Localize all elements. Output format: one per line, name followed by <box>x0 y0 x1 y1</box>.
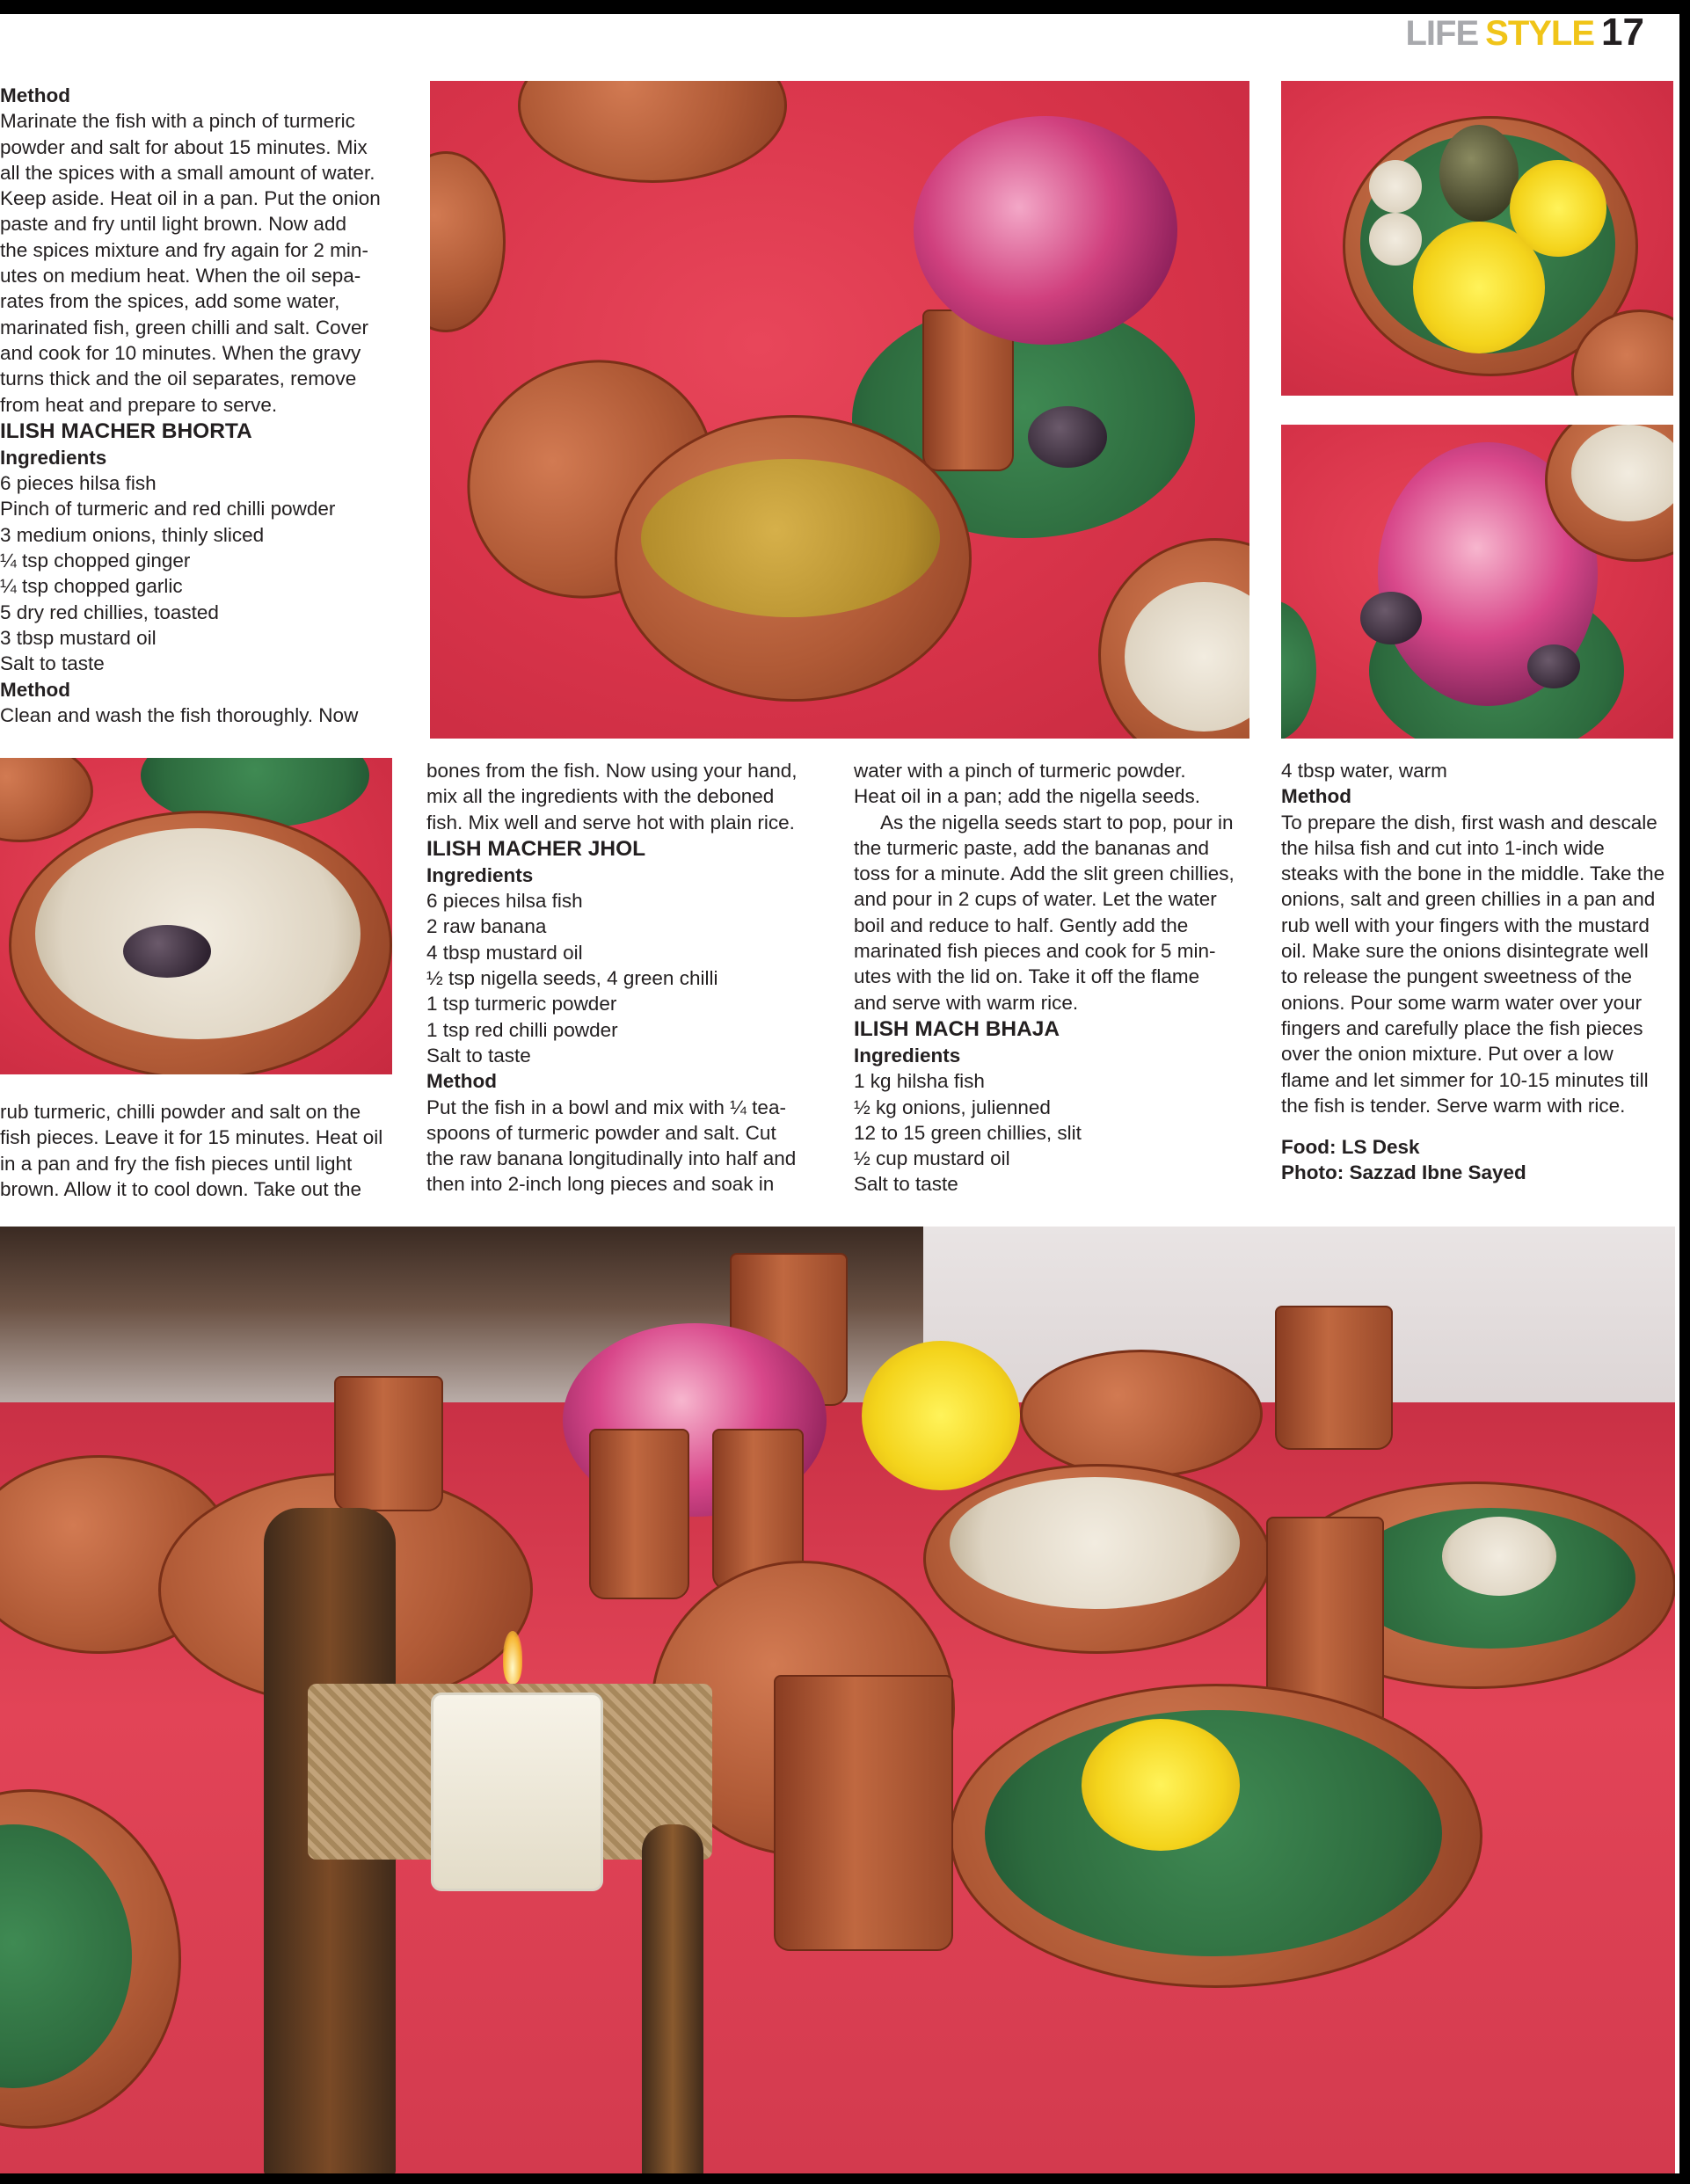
masthead-style: STYLE <box>1485 14 1595 53</box>
text-line: brown. Allow it to cool down. Take out the <box>0 1177 362 1200</box>
text-line: rub turmeric, chilli powder and salt on the <box>0 1101 361 1123</box>
method-heading: Method <box>426 1070 497 1093</box>
method-text <box>426 758 831 835</box>
curry-dish <box>641 459 940 617</box>
text-line: and cook for 10 minutes. When the gravy <box>0 341 361 364</box>
method-text <box>0 1099 391 1202</box>
text-line: Clean and wash the fish thoroughly. Now <box>0 703 359 726</box>
masthead <box>1405 11 1644 55</box>
black-stone <box>1527 644 1580 688</box>
text-line: and serve with warm rice. <box>854 991 1079 1014</box>
ingredient-item: 4 tbsp mustard oil <box>426 941 583 964</box>
text-line: utes with the lid on. Take it off the flame <box>854 965 1200 988</box>
photo-flower-vase <box>1281 425 1673 739</box>
photo-rice-bowl <box>0 758 392 1074</box>
text-line: onions, salt and green chillies in a pan and <box>1281 888 1656 911</box>
ingredient-item: Salt to taste <box>0 652 105 675</box>
ingredient-item: 4 tbsp water, warm <box>1281 760 1447 782</box>
text-line: from heat and prepare to serve. <box>0 393 278 416</box>
clay-pot <box>0 758 93 842</box>
yellow-flower <box>862 1341 1020 1490</box>
text-line: all the spices with a small amount of water. <box>0 161 375 184</box>
clay-cup <box>334 1376 443 1511</box>
dish-title: ILISH MACH BHAJA <box>854 1016 1060 1041</box>
candle-flame <box>503 1631 522 1684</box>
text-line: oil. Make sure the onions disintegrate well <box>1281 940 1649 963</box>
ingredient-item: Salt to taste <box>854 1173 958 1196</box>
text-line: the turmeric paste, add the bananas and <box>854 836 1210 859</box>
ingredients-list <box>854 1068 1258 1197</box>
clay-pot <box>518 81 787 183</box>
column-2 <box>426 758 831 1198</box>
yellow-flower <box>1510 160 1606 257</box>
ingredients-list <box>426 888 831 1068</box>
yellow-flower <box>1082 1719 1240 1851</box>
ingredient-item: 5 dry red chillies, toasted <box>0 601 219 623</box>
method-text <box>1281 810 1686 1119</box>
glass-jar <box>1439 125 1519 222</box>
text-line: marinated fish, green chilli and salt. Cover <box>0 316 368 339</box>
text-line: Put the fish in a bowl and mix with ¼ tea- <box>426 1096 786 1118</box>
method-text <box>854 835 1258 1016</box>
text-line: the spices mixture and fry again for 2 min- <box>0 238 368 261</box>
dish-title: ILISH MACHER JHOL <box>426 836 646 861</box>
ingredient-item: ¼ tsp chopped ginger <box>0 550 191 572</box>
carnation-bouquet <box>914 116 1177 345</box>
text-line: utes on medium heat. When the oil sepa- <box>0 265 361 288</box>
ingredient-item: ½ kg onions, julienned <box>854 1096 1051 1118</box>
ingredients-list <box>0 470 391 676</box>
ingredient-item: ½ cup mustard oil <box>854 1147 1010 1170</box>
text-line: to release the pungent sweetness of the <box>1281 965 1633 988</box>
text-line: the fish is tender. Serve warm with rice. <box>1281 1094 1626 1117</box>
method-text <box>426 1095 831 1198</box>
text-line: fish. Mix well and serve hot with plain rice. <box>426 811 795 834</box>
text-line: powder and salt for about 15 minutes. Mix <box>0 135 368 158</box>
bottom-border <box>0 2173 1690 2184</box>
white-flower <box>1442 1517 1556 1596</box>
text-line: marinated fish pieces and cook for 5 min- <box>854 940 1216 963</box>
text-line: spoons of turmeric powder and salt. Cut <box>426 1121 776 1144</box>
text-line: paste and fry until light brown. Now add <box>0 213 346 236</box>
photo-flowers-plate <box>1281 81 1673 396</box>
ingredients-heading: Ingredients <box>854 1044 961 1067</box>
column-3 <box>854 758 1258 1198</box>
banana-leaf <box>1281 601 1316 739</box>
column-1-bottom <box>0 1099 391 1202</box>
text-line: the raw banana longitudinally into half and <box>426 1147 797 1170</box>
candle-jar <box>431 1693 603 1891</box>
ingredient-item: Pinch of turmeric and red chilli powder <box>0 498 336 521</box>
masthead-life: LIFE <box>1405 14 1479 53</box>
method-heading: Method <box>0 84 70 106</box>
text-line: Keep aside. Heat oil in a pan. Put the onion <box>0 187 381 210</box>
ingredients-heading: Ingredients <box>426 863 534 886</box>
method-text <box>0 108 391 418</box>
ingredient-item: 1 tsp red chilli powder <box>426 1018 618 1041</box>
chair-post <box>642 1824 703 2173</box>
text-line: and pour in 2 cups of water. Let the water <box>854 888 1217 911</box>
photo-table-setting <box>0 1227 1675 2173</box>
credit-photo: Photo: Sazzad Ibne Sayed <box>1281 1161 1526 1184</box>
photo-clay-pot-curry <box>430 81 1249 739</box>
text-line: boil and reduce to half. Gently add the <box>854 914 1189 936</box>
page-number: 17 <box>1601 11 1644 54</box>
method-text <box>854 758 1258 810</box>
ingredient-item: 6 pieces hilsa fish <box>0 472 157 495</box>
ingredient-item: ¼ tsp chopped garlic <box>0 575 183 598</box>
text-line: fish pieces. Leave it for 15 minutes. Heat oil <box>0 1126 383 1149</box>
column-1-top <box>0 83 391 728</box>
egg <box>1369 213 1422 266</box>
clay-pot <box>430 151 506 332</box>
ingredient-item: 1 kg hilsha fish <box>854 1070 985 1093</box>
text-line: turns thick and the oil separates, remove <box>0 368 357 390</box>
clay-cup <box>1275 1306 1393 1450</box>
text-line: over the onion mixture. Put over a low <box>1281 1043 1614 1066</box>
text-line: rub well with your fingers with the mustard <box>1281 914 1650 936</box>
ingredient-item: 12 to 15 green chillies, slit <box>854 1121 1082 1144</box>
clay-cup <box>589 1429 689 1599</box>
credit-food: Food: LS Desk <box>1281 1136 1420 1159</box>
method-heading: Method <box>1281 785 1351 808</box>
text-line: Marinate the fish with a pinch of turmeric <box>0 110 355 133</box>
egg <box>1369 160 1422 213</box>
text-line: steaks with the bone in the middle. Take the <box>1281 863 1665 885</box>
method-text: As the nigella seeds start to pop, pour in <box>880 811 1234 834</box>
ingredients-heading: Ingredients <box>0 446 107 469</box>
method-text <box>0 703 391 728</box>
text-line: toss for a minute. Add the slit green chillies, <box>854 863 1235 885</box>
ingredient-item: 6 pieces hilsa fish <box>426 890 583 913</box>
clay-cup <box>774 1675 953 1951</box>
text-line: To prepare the dish, first wash and descale <box>1281 811 1657 834</box>
black-stone <box>1028 406 1107 468</box>
fish-piece <box>123 925 211 978</box>
dish-title: ILISH MACHER BHORTA <box>0 419 252 443</box>
text-line: in a pan and fry the fish pieces until light <box>0 1152 353 1175</box>
ingredient-item: 1 tsp turmeric powder <box>426 993 617 1016</box>
clay-bowl <box>1020 1350 1263 1478</box>
text-line: Heat oil in a pan; add the nigella seeds. <box>854 785 1201 808</box>
rice-dish <box>950 1477 1240 1609</box>
column-4 <box>1281 758 1686 1186</box>
text-line: onions. Pour some warm water over your <box>1281 991 1643 1014</box>
text-line: mix all the ingredients with the deboned <box>426 785 775 808</box>
text-line: bones from the fish. Now using your hand, <box>426 760 798 782</box>
text-line: the hilsa fish and cut into 1-inch wide <box>1281 836 1605 859</box>
black-stone <box>1360 592 1422 644</box>
text-line: flame and let simmer for 10-15 minutes till <box>1281 1068 1649 1091</box>
ingredient-item: Salt to taste <box>426 1044 531 1067</box>
ingredient-item: 3 tbsp mustard oil <box>0 626 157 649</box>
text-line: fingers and carefully place the fish pieces <box>1281 1016 1643 1039</box>
text-line: water with a pinch of turmeric powder. <box>854 760 1186 782</box>
text-line: then into 2-inch long pieces and soak in <box>426 1173 775 1196</box>
method-heading: Method <box>0 678 70 701</box>
ingredient-item: ½ tsp nigella seeds, 4 green chilli <box>426 967 718 990</box>
ingredient-item: 3 medium onions, thinly sliced <box>0 523 265 546</box>
ingredient-item: 2 raw banana <box>426 915 547 938</box>
text-line: rates from the spices, add some water, <box>0 290 340 313</box>
